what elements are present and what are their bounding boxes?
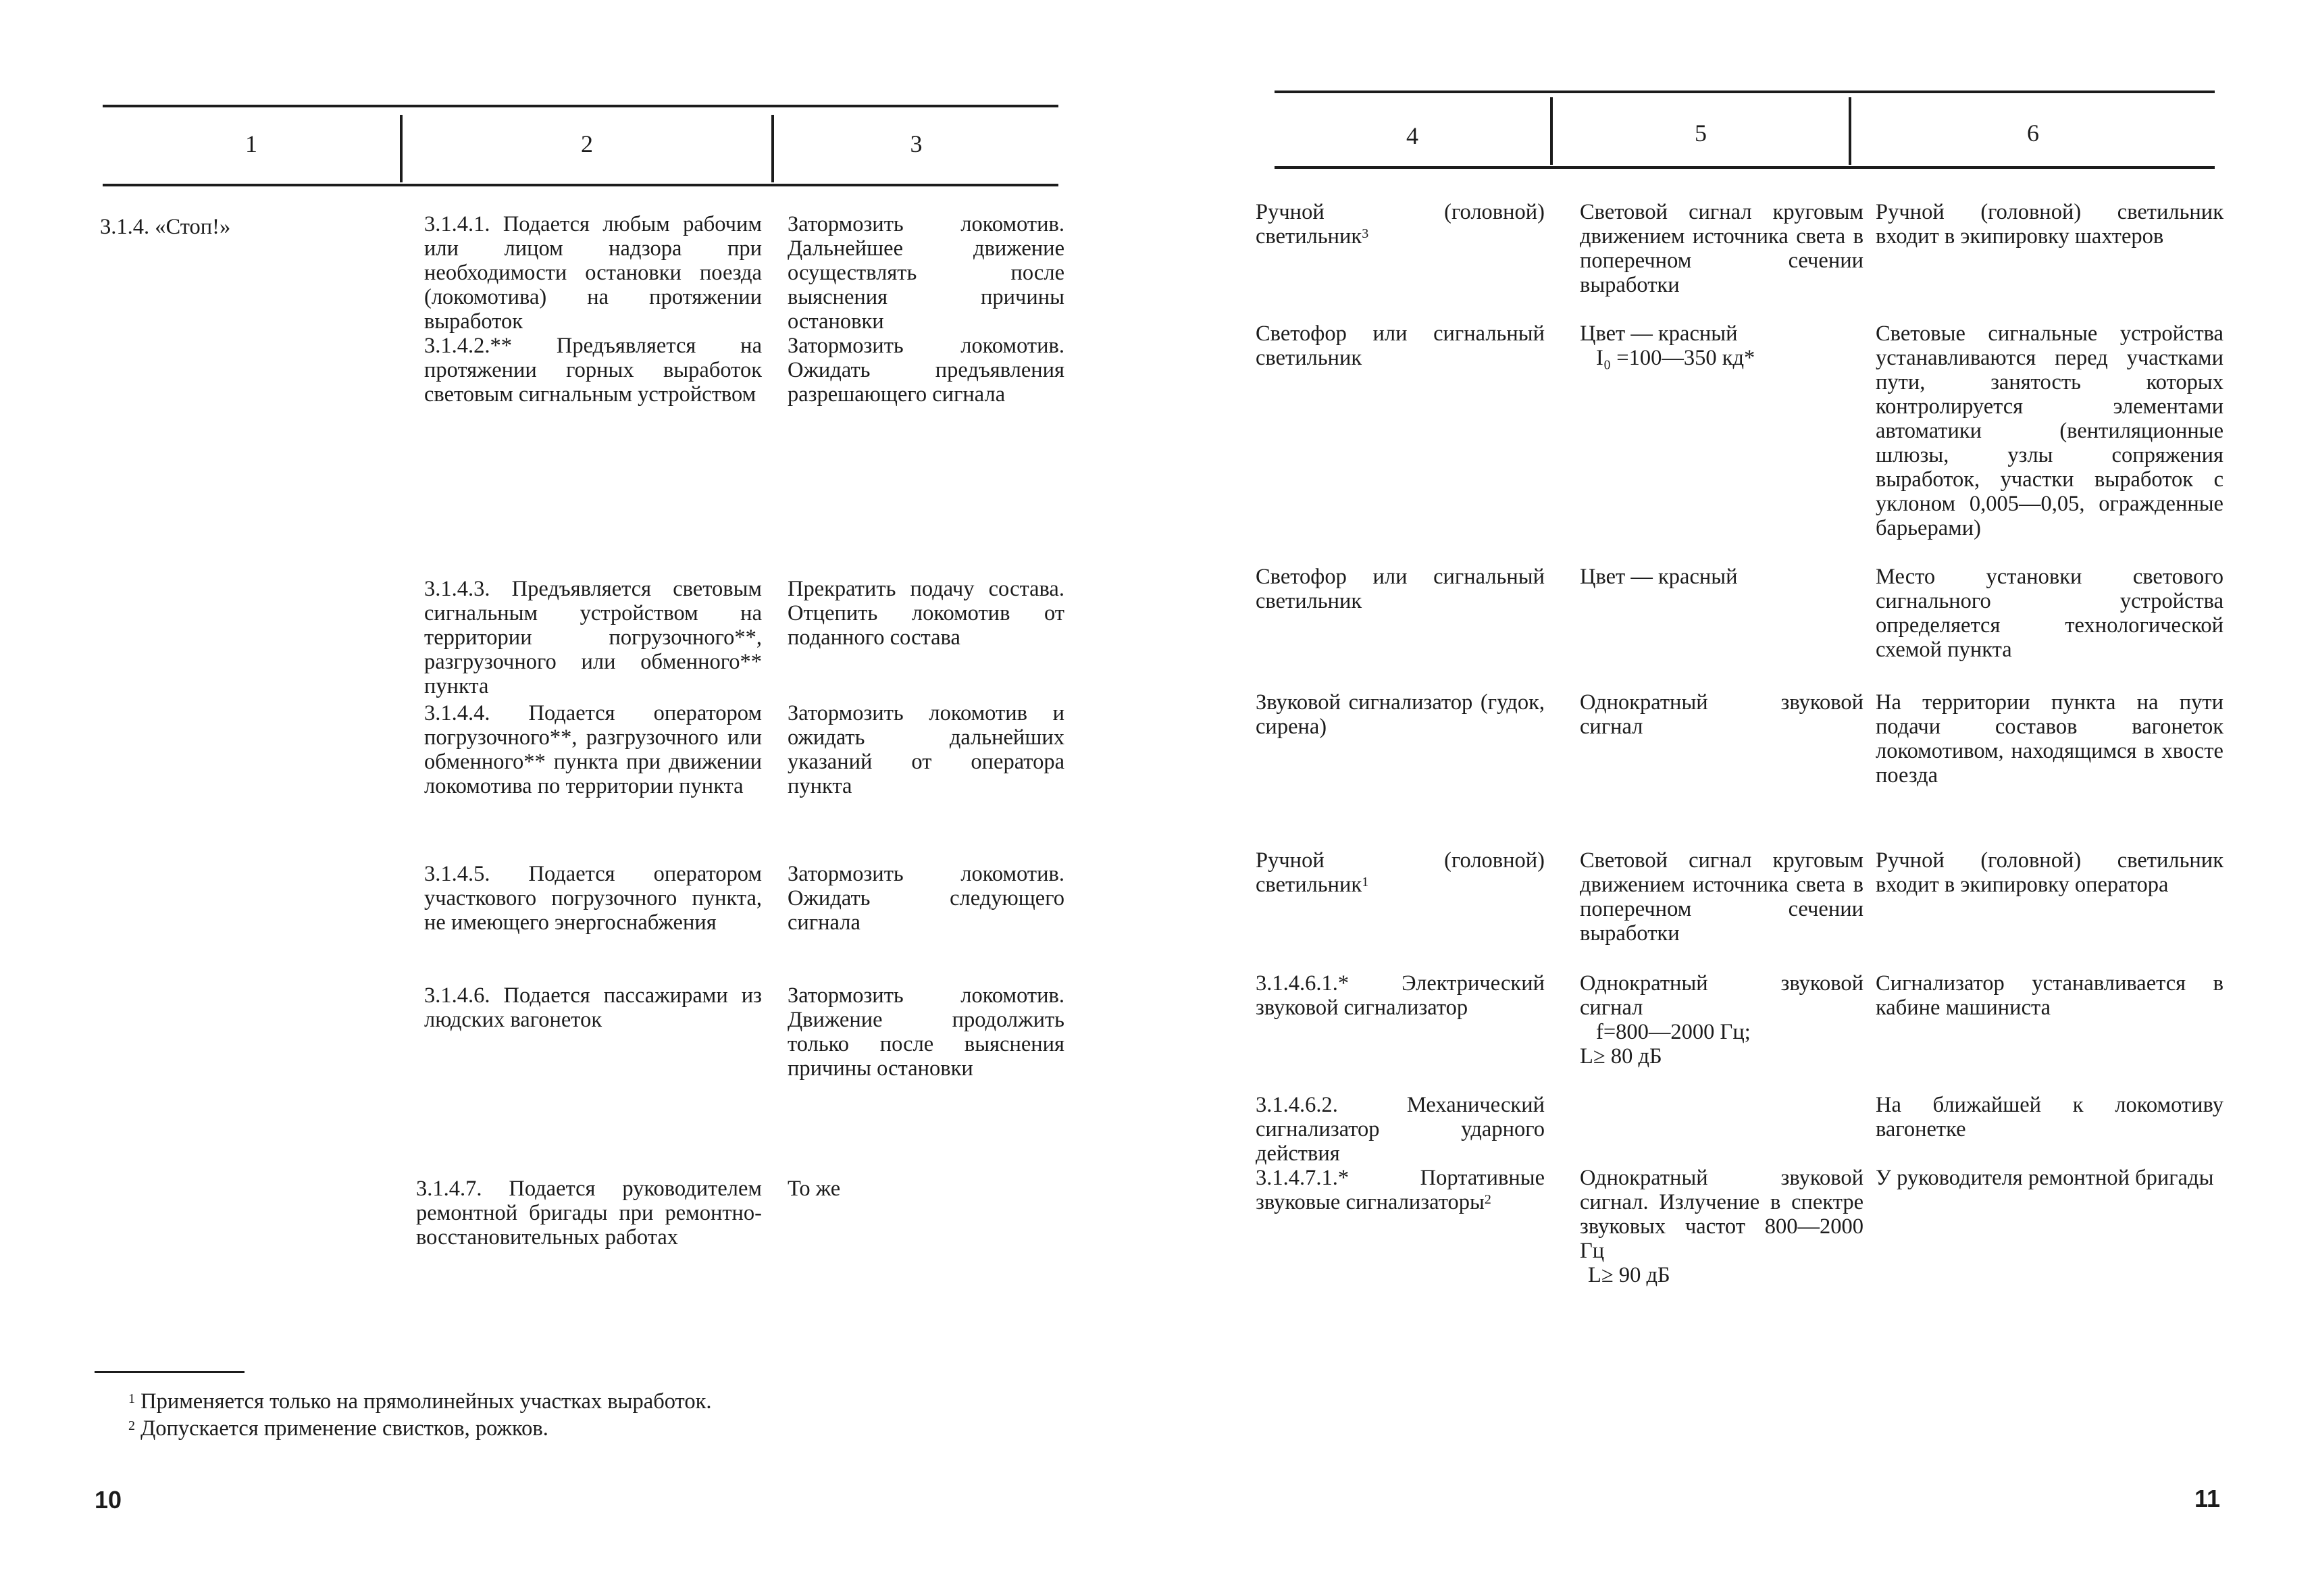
column-header-2: 2 — [581, 130, 593, 157]
signal-device-cell: Ручной (головной) светильник$^3$ — [1256, 200, 1545, 249]
signal-description-cell: 3.1.4.4. Подается оператором погрузочного**, разгрузочного или обменного** пункта при движении локомотива по территории пункта — [424, 701, 762, 798]
signal-parameters-cell: Цвет — красный — [1580, 565, 1738, 589]
footnote: $^2$ Допускается применение свистков, рожков. — [128, 1416, 548, 1441]
table-top-rule — [1275, 91, 2215, 93]
remarks-cell: Место установки светового сигнального устройства определяется технологической схемой пункта — [1876, 565, 2223, 662]
remarks-cell: На территории пункта на пути подачи составов вагонеток локомотивом, находящимся в хвосте поезда — [1876, 690, 2223, 788]
remarks-cell: Ручной (головной) светильник входит в экипировку оператора — [1876, 848, 2223, 897]
remarks-cell: Ручной (головной) светильник входит в экипировку шахтеров — [1876, 200, 2223, 249]
signal-description-cell: 3.1.4.5. Подается оператором участкового погрузочного пункта, не имеющего энергоснабжения — [424, 862, 762, 935]
signal-parameters-cell: Однократный звуковой сигнал. Излучение в спектре звуковых частот 800—2000 Гц L≥ 90 дБ — [1580, 1166, 1863, 1287]
signal-description-cell: 3.1.4.2.** Предъявляется на протяжении горных выработок световым сигнальным устройством — [424, 334, 762, 407]
signal-parameters-cell: Однократный звуковой сигнал f=800—2000 Гц; L≥ 80 дБ — [1580, 971, 1863, 1069]
signal-parameters-cell: Цвет — красный I₀ =100—350 кд* — [1580, 321, 1755, 370]
required-action-cell: Прекратить подачу состава. Отцепить локомотив от поданного состава — [788, 577, 1064, 650]
column-header-3: 3 — [910, 130, 923, 157]
signal-device-cell: Светофор или сигнальный светильник — [1256, 321, 1545, 370]
remarks-cell: Сигнализатор устанавливается в кабине машиниста — [1876, 971, 2223, 1020]
signal-device-cell: 3.1.4.6.2. Механический сигнализатор ударного действия — [1256, 1093, 1545, 1166]
required-action-cell: Затормозить локомотив. Ожидать предъявления разрешающего сигнала — [788, 334, 1064, 407]
right-page — [1157, 0, 2314, 1596]
signal-parameters-cell: Однократный звуковой сигнал — [1580, 690, 1863, 739]
signal-device-cell: Светофор или сигнальный светильник — [1256, 565, 1545, 613]
column-header-5: 5 — [1695, 120, 1707, 147]
table-header-rule — [103, 184, 1058, 186]
signal-parameters-cell: Световой сигнал круговым движением источника света в поперечном сечении выработки — [1580, 848, 1863, 946]
column-header-1: 1 — [245, 130, 257, 157]
required-action-cell: Затормозить локомотив и ожидать дальнейших указаний от оператора пункта — [788, 701, 1064, 798]
remarks-cell: Световые сигнальные устройства устанавливаются перед участками пути, занятость которых контролируется элементами автоматики (вентиляционные шлюзы, узлы сопряжения выработок, участки выработок с уклоном 0,005—0,05, огражденные барьерами) — [1876, 321, 2223, 540]
signal-device-cell: Звуковой сигнализатор (гудок, сирена) — [1256, 690, 1545, 739]
signal-device-cell: 3.1.4.6.1.* Электрический звуковой сигнализатор — [1256, 971, 1545, 1020]
footnote: $^1$ Применяется только на прямолинейных участках выработок. — [128, 1389, 712, 1414]
page-number: 10 — [95, 1486, 122, 1514]
page-number: 11 — [2194, 1485, 2221, 1512]
required-action-cell: То же — [788, 1177, 841, 1201]
column-header-4: 4 — [1406, 122, 1418, 149]
signal-description-cell: 3.1.4.6. Подается пассажирами из людских вагонеток — [424, 983, 762, 1032]
column-header-6: 6 — [2027, 120, 2039, 147]
signal-name-cell: 3.1.4. «Стоп!» — [100, 215, 231, 239]
signal-description-cell: 3.1.4.7. Подается руководителем ремонтной бригады при ремонтно-восстановительных работах — [416, 1177, 762, 1250]
remarks-cell: На ближайшей к локомотиву вагонетке — [1876, 1093, 2223, 1141]
signal-device-cell: 3.1.4.7.1.* Портативные звуковые сигнализаторы$^2$ — [1256, 1166, 1545, 1214]
signal-description-cell: 3.1.4.1. Подается любым рабочим или лицом надзора при необходимости остановки поезда (локомотива) на протяжении выработок — [424, 212, 762, 334]
required-action-cell: Затормозить локомотив. Ожидать следующего сигнала — [788, 862, 1064, 935]
signal-device-cell: Ручной (головной) светильник$^1$ — [1256, 848, 1545, 897]
remarks-cell: У руководителя ремонтной бригады — [1876, 1166, 2214, 1190]
signal-parameters-cell: Световой сигнал круговым движением источника света в поперечном сечении выработки — [1580, 200, 1863, 297]
signal-description-cell: 3.1.4.3. Предъявляется световым сигнальным устройством на территории погрузочного**, разгрузочного или обменного** пункта — [424, 577, 762, 698]
footnote-separator — [95, 1371, 245, 1373]
table-header-rule — [1275, 166, 2215, 169]
table-top-rule — [103, 105, 1058, 107]
required-action-cell: Затормозить локомотив. Дальнейшее движение осуществлять после выяснения причины остановки — [788, 212, 1064, 334]
required-action-cell: Затормозить локомотив. Движение продолжить только после выяснения причины остановки — [788, 983, 1064, 1081]
